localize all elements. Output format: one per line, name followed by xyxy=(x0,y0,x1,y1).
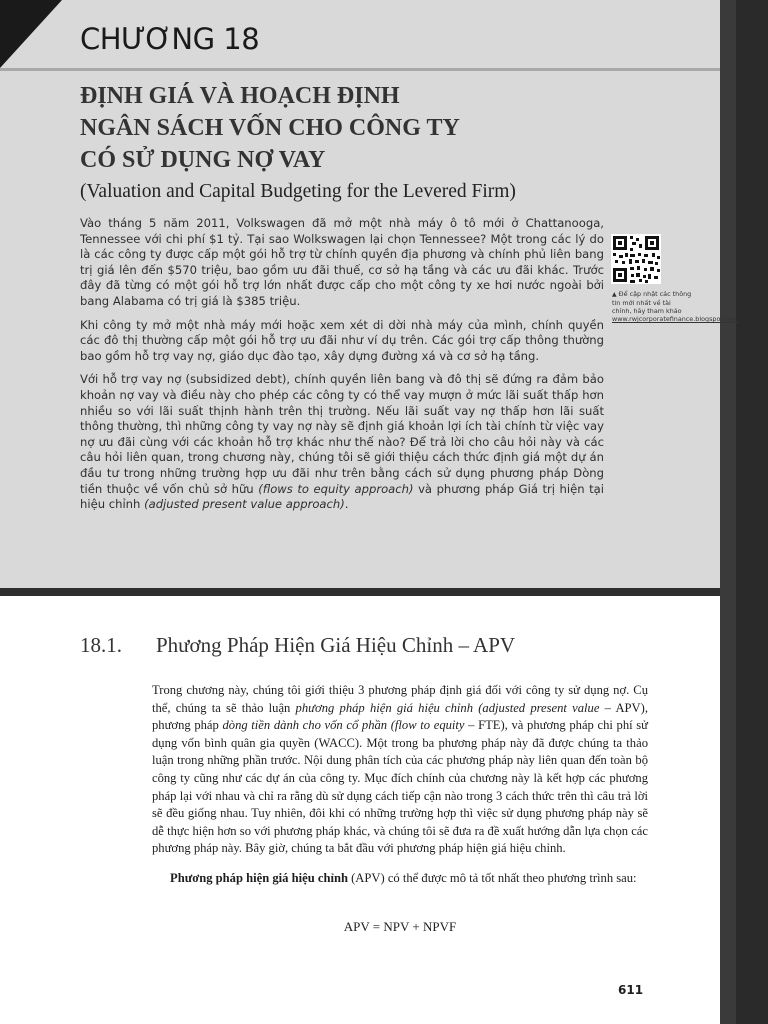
chapter-title xyxy=(80,80,600,176)
body-text xyxy=(152,682,648,900)
body-text-run: Trong chương này, chúng tôi giới thiệu 3 phương pháp định giá đối với công ty sử dụng nợ. Cụ thể, chúng ta sẽ thảo luận xyxy=(152,683,648,715)
triangle-up-icon: ▲ xyxy=(612,291,617,298)
intro-paragraph: Vào tháng 5 năm 2011, Volkswagen đã mở một nhà máy ô tô mới ở Chattanooga, Tennessee với chi phí $1 tỷ. Tại sao Wolkswagen lại chọn Tennessee? Một trong các lý do là các công ty được cấp một gói hỗ trợ từ chính quyền địa phương và chính phủ liên bang trị giá lên đến $570 triệu, bao gồm ưu đãi thuế, cơ sở hạ tầng và các ưu đãi khác. Trước đây đã từng có một gói hỗ trợ lớn nhất được cấp cho một công ty xe hơi nước ngoài bởi bang Alabama có trị giá là $385 triệu. xyxy=(80,216,604,308)
intro-text-run: Với hỗ trợ vay nợ (subsidized debt), chính quyền liên bang và đô thị sẽ đứng ra đảm bảo khoản nợ vay và điều này cho phép các công ty có thể vay mượn ở mức lãi suất thấp hơn nhiều so với lãi suất thịnh hành trên thị trường. Nếu lãi suất vay nợ thấp hơn lãi suất thông thường, thì những công ty vay nợ này sẽ định giá khoản lợi ích tài chính từ việc vay nợ ưu đãi cùng với các khoản hỗ trợ khác như thế nào? Để trả lời cho câu hỏi này và các câu hỏi liên quan, trong chương này, chúng tôi sẽ giới thiệu cách thức định giá một dự án đầu tư trong những trường hợp ưu đãi như trên bằng cách sử dụng phương pháp Dòng tiền thuộc về vốn chủ sở hữu xyxy=(80,372,604,496)
section-title: Phương Pháp Hiện Giá Hiệu Chỉnh – APV xyxy=(156,633,516,657)
right-margin-edge xyxy=(736,0,768,1024)
body-text-run: – FTE), và phương pháp chi phí sử dụng vốn bình quân gia quyền (WACC). Một trong ba phương pháp này đã được chúng ta thảo luận trong những phần trước. Nội dung phân tích của các phương pháp này liên quan đến toàn bộ công ty cũng như các dự án của công ty. Mục đích chính của chương này là kết hợp các phương pháp lại với nhau và chỉ ra rằng dù sử dụng cách tiếp cận nào trong 3 cách thức trên thì câu trả lời sẽ đều giống nhau. Tuy nhiên, đôi khi có những trường hợp thì việc sử dụng phương pháp này sẽ dễ thực hiện hơn so với phương pháp khác, và chúng tôi sẽ đưa ra đề xuất hướng dẫn lựa chọn các phương pháp này. Bây giờ, chúng ta bắt đầu với phương pháp hiện giá hiệu chỉnh. xyxy=(152,718,648,856)
corner-triangle-decoration xyxy=(0,0,62,68)
page-number: 611 xyxy=(618,983,644,997)
body-italic-term: dòng tiền dành cho vốn cổ phần (flow to equity xyxy=(222,718,465,733)
section-divider xyxy=(0,588,720,596)
qr-code-icon xyxy=(611,234,661,284)
intro-text-run: và phương pháp Giá trị hiện tại hiệu chỉnh xyxy=(80,481,604,512)
intro-text xyxy=(80,216,604,521)
chapter-label: CHƯƠNG 18 xyxy=(80,22,260,56)
intro-text-run: . xyxy=(344,497,349,512)
body-paragraph xyxy=(152,870,648,888)
chapter-subtitle: (Valuation and Capital Budgeting for the Levered Firm) xyxy=(80,181,516,202)
apv-formula: APV = NPV + NPVF xyxy=(343,919,457,934)
intro-italic-term: (flows to equity approach) xyxy=(258,481,414,496)
side-note-link[interactable]: www.rwjcorporatefinance.blogspot.com xyxy=(612,315,739,323)
section-heading xyxy=(80,633,515,658)
chapter-title-line: NGÂN SÁCH VỐN CHO CÔNG TY xyxy=(80,115,460,141)
body-bold-term: Phương pháp hiện giá hiệu chỉnh xyxy=(170,870,348,885)
body-text-run: (APV) có thể được mô tả tốt nhất theo phương trình sau: xyxy=(347,870,637,885)
body-italic-term: phương pháp hiện giá hiệu chỉnh (adjusted present value xyxy=(295,700,600,715)
side-note xyxy=(612,290,739,323)
chapter-title-line: CÓ SỬ DỤNG NỢ VAY xyxy=(80,147,326,173)
body-paragraph xyxy=(152,682,648,858)
chapter-title-line: ĐỊNH GIÁ VÀ HOẠCH ĐỊNH xyxy=(80,83,400,109)
side-note-text: Để cập nhật các thông tin mới nhất về tài chính, hãy tham khảo xyxy=(612,290,692,315)
intro-paragraph xyxy=(80,372,604,512)
body-text-run: – APV), phương pháp xyxy=(152,700,648,733)
section-number: 18.1. xyxy=(80,633,122,657)
intro-paragraph: Khi công ty mở một nhà máy mới hoặc xem xét di dời nhà máy của mình, chính quyền các đô thị thường cấp một gói hỗ trợ ưu đãi như ví dụ trên. Các gói trợ cấp thông thường bao gồm hỗ trợ vay nợ, giáo dục đào tạo, xây dựng đường xá và cơ sở hạ tầng. xyxy=(80,317,604,363)
intro-italic-term: (adjusted present value approach) xyxy=(144,497,345,512)
